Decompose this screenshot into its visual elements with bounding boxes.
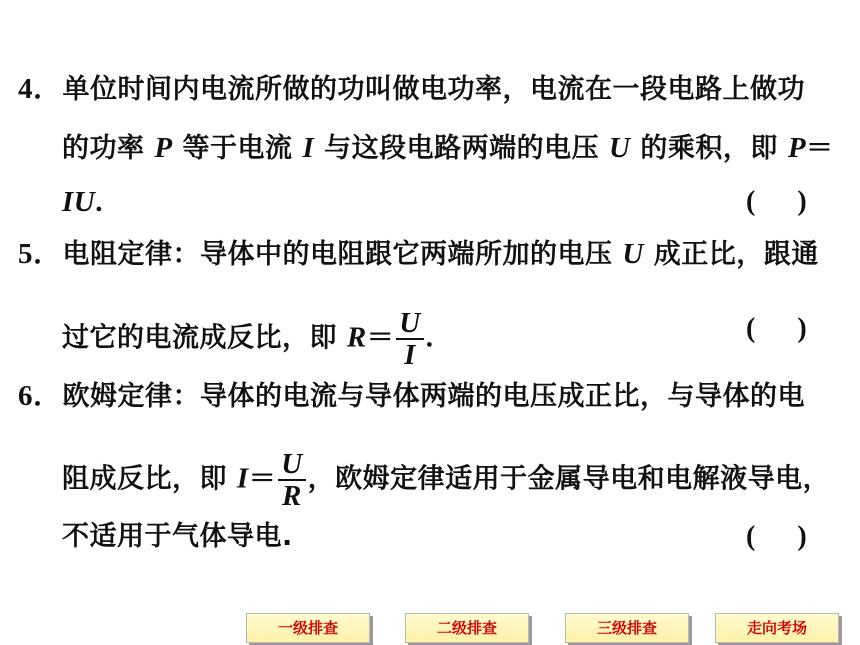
item4-text-2a: 的功率 — [62, 133, 155, 164]
fraction-denominator: I — [404, 339, 416, 371]
item6-text-2a: 阻成反比，即 — [62, 463, 237, 495]
nav-exam-button[interactable]: 走向考场 — [715, 613, 839, 643]
fraction-u-over-r — [278, 449, 305, 511]
fraction-u-over-i — [396, 308, 423, 370]
var-i: I — [236, 462, 249, 495]
item5-number: 5． — [18, 238, 63, 270]
item4-text-2c: 与这段电路两端的电压 — [314, 133, 610, 164]
item6-number: 6． — [18, 380, 63, 412]
item6-text-3: 不适用于气体导电. — [62, 521, 293, 552]
item4-number: 4． — [18, 73, 63, 105]
item5-answer-blank[interactable]: ( ) — [746, 313, 807, 344]
period: . — [425, 321, 434, 354]
item4-text-2d: 的乘积，即 — [630, 133, 788, 164]
equals-sign: ＝ — [248, 463, 277, 495]
var-u: U — [622, 238, 644, 270]
item6-line3 — [62, 520, 293, 554]
item4-text-2b: 等于电流 — [172, 133, 303, 164]
item4-line2 — [62, 131, 834, 166]
item4-line1 — [18, 72, 805, 107]
item5-text-2a: 过它的电流成反比，即 — [62, 322, 347, 354]
var-p: P — [154, 132, 173, 164]
item6-text-2b: ，欧姆定律适用于金属导电和电解液导电， — [307, 463, 831, 495]
nav-level3-button[interactable]: 三级排查 — [565, 613, 689, 643]
item4-line3 — [62, 185, 103, 220]
item5-line2 — [62, 308, 433, 370]
item4-answer-blank[interactable]: ( ) — [746, 186, 807, 217]
nav-level1-button[interactable]: 一级排查 — [246, 613, 370, 643]
period: . — [95, 186, 103, 218]
equals-sign: ＝ — [806, 133, 834, 164]
var-p2: P — [787, 132, 807, 164]
fraction-numerator: U — [278, 449, 305, 481]
item6-line1 — [18, 379, 805, 414]
item4-text-1: 单位时间内电流所做的功叫做电功率，电流在一段电路上做功 — [62, 74, 806, 105]
item6-text-1: 欧姆定律：导体的电流与导体两端的电压成正比，与导体的电 — [62, 381, 806, 412]
item6-answer-blank[interactable]: ( ) — [746, 521, 807, 552]
var-u: U — [609, 132, 631, 164]
var-iu: IU — [62, 186, 96, 218]
fraction-numerator: U — [396, 308, 423, 340]
var-r: R — [346, 321, 367, 354]
item5-text-1a: 电阻定律：导体中的电阻跟它两端所加的电压 — [62, 239, 623, 270]
var-i: I — [302, 132, 315, 164]
equals-sign: ＝ — [366, 322, 395, 354]
fraction-denominator: R — [282, 480, 302, 512]
nav-level2-button[interactable]: 二级排查 — [405, 613, 529, 643]
item6-line2 — [62, 449, 830, 511]
item5-text-1b: 成正比，跟通 — [643, 239, 819, 270]
item5-line1 — [18, 237, 819, 272]
